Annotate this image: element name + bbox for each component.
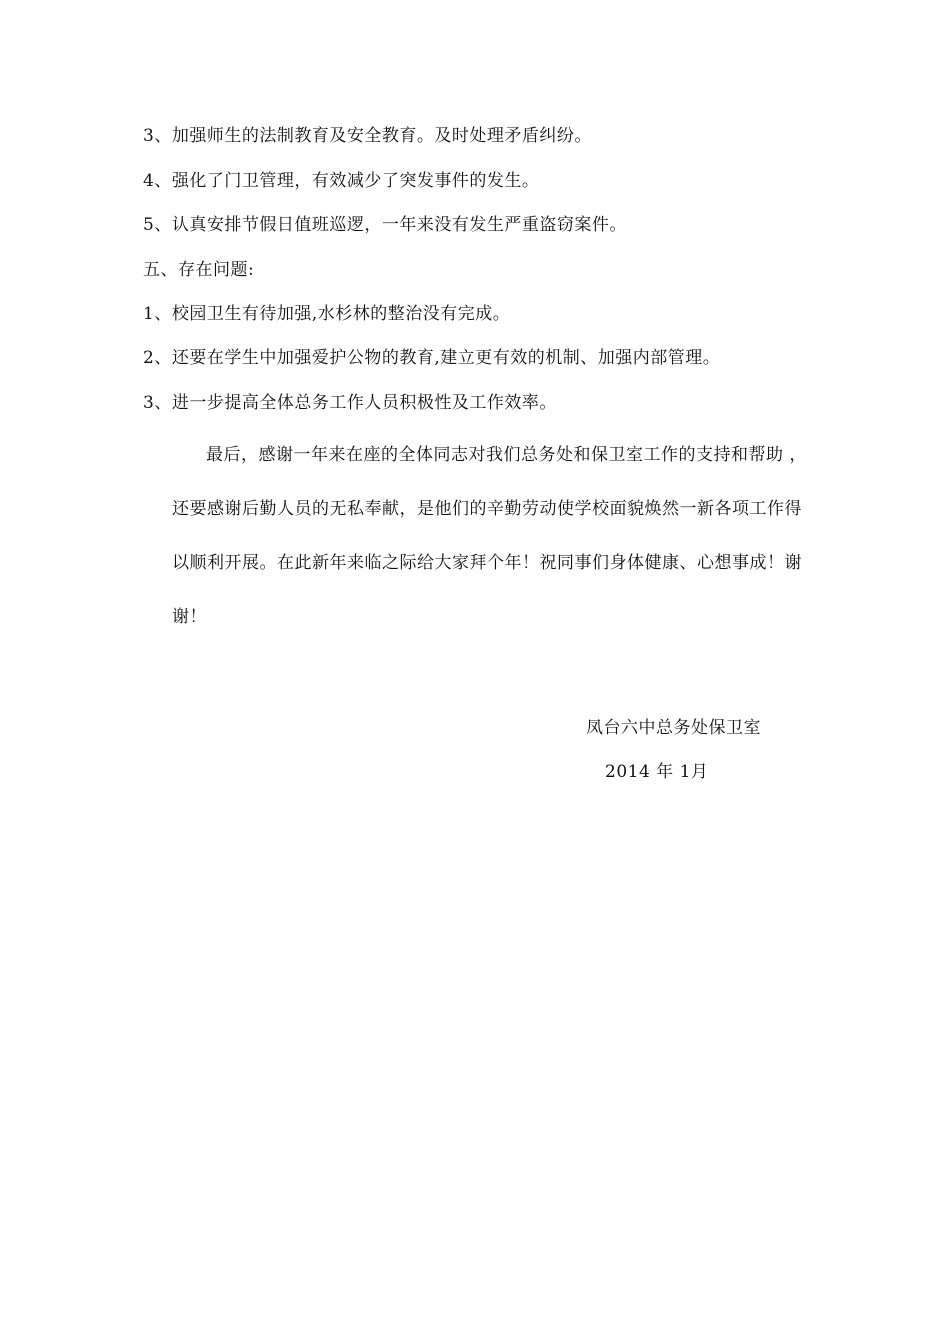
closing-text: 最后，感谢一年来在座的全体同志对我们总务处和保卫室工作的支持和帮助 ，还要感谢后勤人员的无私奉献，是他们的辛勤劳动使学校面貌焕然一新各项工作得以顺利开展。在此新年来临之际给大家拜个年！祝同事们身体健康、心想事成！谢谢！: [172, 445, 807, 627]
list-item-problem-3: 3、进一步提高全体总务工作人员积极性及工作效率。: [143, 393, 557, 413]
signature-date: 2014 年 1月: [605, 762, 709, 782]
list-item-problem-2: 2、还要在学生中加强爱护公物的教育,建立更有效的机制、加强内部管理。: [143, 348, 721, 368]
list-item-problem-1: 1、校园卫生有待加强,水杉林的整治没有完成。: [143, 304, 511, 324]
section-heading-problems: 五、存在问题:: [143, 260, 255, 280]
list-item-measure-4: 4、强化了门卫管理，有效减少了突发事件的发生。: [143, 171, 540, 191]
list-item-measure-5: 5、认真安排节假日值班巡逻，一年来没有发生严重盗窃案件。: [143, 215, 627, 235]
signature-org: 凤台六中总务处保卫室: [586, 718, 761, 738]
closing-paragraph: [172, 428, 812, 644]
list-item-measure-3: 3、加强师生的法制教育及安全教育。及时处理矛盾纠纷。: [143, 126, 592, 146]
